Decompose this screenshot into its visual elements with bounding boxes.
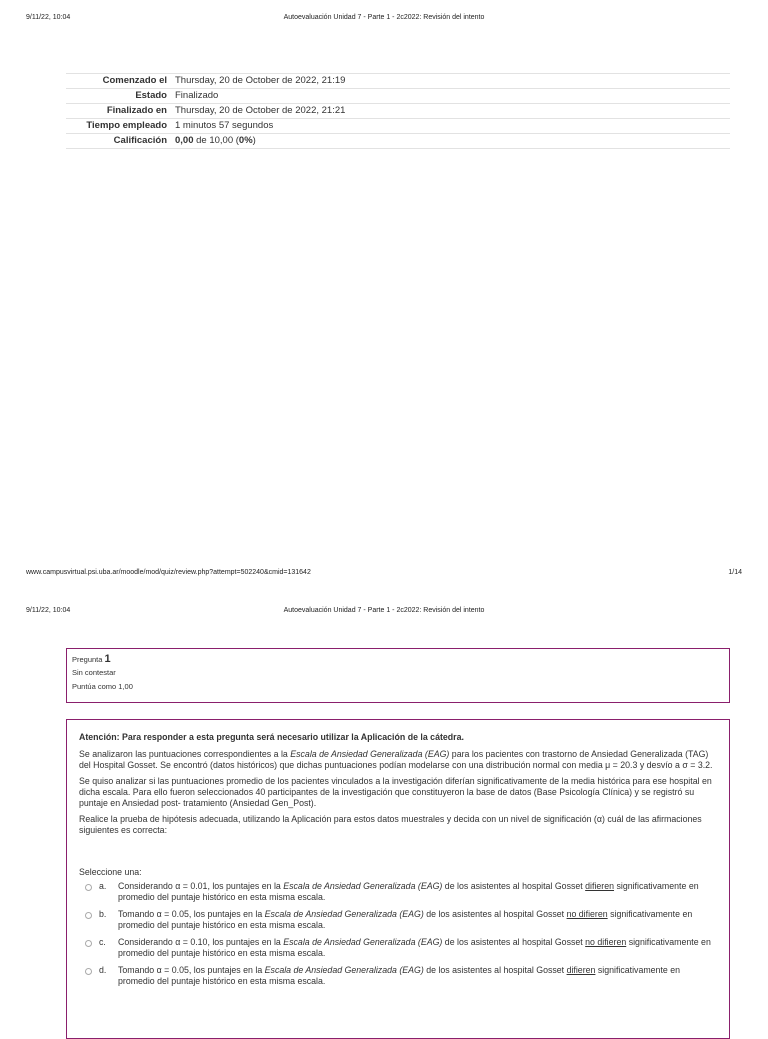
- answer-option-c[interactable]: [79, 937, 717, 959]
- question-number: [72, 653, 724, 666]
- text-run: para los pacientes con trastorno de Ansiedad Generalizada (TAG) del Hospital Gosset. Se encontró (datos históricos) que dichas puntuaciones podían modelarse con una distribución normal con media μ = 20.3 y desvío a σ = 3.2.: [79, 749, 713, 770]
- option-text: de los asistentes al hospital Gosset: [442, 881, 586, 891]
- radio-button[interactable]: [85, 884, 92, 891]
- question-info-box: [66, 648, 730, 703]
- option-text: Tomando α = 0.05, los puntajes en la: [118, 909, 265, 919]
- option-verb: difieren: [566, 965, 596, 975]
- option-letter: c.: [99, 937, 106, 947]
- option-text: Considerando α = 0.01, los puntajes en la: [118, 881, 284, 891]
- grade-score: 0,00: [175, 135, 194, 146]
- question-content-box: [66, 719, 730, 1039]
- option-verb: difieren: [585, 881, 615, 891]
- grade-value: [171, 134, 730, 149]
- text-run: Se analizaron las puntuaciones correspondientes a la: [79, 749, 291, 759]
- answer-option-b[interactable]: [79, 909, 717, 931]
- summary-row-started: [66, 74, 730, 89]
- print-title: Autoevaluación Unidad 7 - Parte 1 - 2c2022: Revisión del intento: [283, 14, 485, 21]
- option-text: Tomando α = 0.05, los puntajes en la: [118, 965, 265, 975]
- summary-value: 1 minutos 57 segundos: [171, 119, 730, 134]
- summary-row-time: [66, 119, 730, 134]
- attention-note: Atención: Para responder a esta pregunta será necesario utilizar la Aplicación de la cátedra.: [79, 732, 464, 742]
- question-state: Sin contestar: [72, 668, 116, 677]
- option-letter: b.: [99, 909, 107, 919]
- summary-value: Thursday, 20 de October de 2022, 21:19: [171, 74, 730, 89]
- option-text: significativamente en promedio del puntaje histórico en esta misma escala.: [118, 965, 681, 986]
- print-date: 9/11/22, 10:04: [26, 14, 71, 21]
- print-date: 9/11/22, 10:04: [26, 607, 71, 614]
- summary-value: Finalizado: [171, 89, 730, 104]
- answer-option-a[interactable]: [79, 881, 717, 903]
- radio-button[interactable]: [85, 968, 92, 975]
- answer-option-d[interactable]: [79, 965, 717, 987]
- option-text: Considerando α = 0.10, los puntajes en la: [118, 937, 284, 947]
- print-page-number: 1/14: [728, 569, 742, 576]
- question-paragraph-2: Se quiso analizar si las puntuaciones promedio de los pacientes vinculados a la investigación diferían significativamente de la media histórica para ese hospital en dicha escala. Para ello fueron seleccionados 40 participantes de la investigación que constituyeron la base de datos (Base Psicología Clínica) y se registró su puntaje en Ansiedad post- tratamiento (Ansiedad Gen_Post).: [79, 776, 712, 808]
- grade-of: de 10,00 (: [193, 135, 239, 146]
- grade-percent: 0%: [238, 135, 253, 146]
- question-label: Pregunta: [72, 655, 103, 664]
- question-number-value: 1: [104, 653, 111, 665]
- scale-name: Escala de Ansiedad Generalizada (EAG): [264, 965, 424, 975]
- scale-name: Escala de Ansiedad Generalizada (EAG): [283, 937, 443, 947]
- summary-label: Comenzado el: [66, 74, 171, 89]
- summary-label: Calificación: [66, 134, 171, 149]
- option-text: significativamente en promedio del puntaje histórico en esta misma escala.: [118, 909, 693, 930]
- option-text: de los asistentes al hospital Gosset: [423, 909, 567, 919]
- option-text: significativamente en promedio del puntaje histórico en esta misma escala.: [118, 937, 711, 958]
- question-points: Puntúa como 1,00: [72, 682, 133, 691]
- summary-value: Thursday, 20 de October de 2022, 21:21: [171, 104, 730, 119]
- print-title: Autoevaluación Unidad 7 - Parte 1 - 2c2022: Revisión del intento: [283, 607, 485, 614]
- attempt-summary-table: [66, 73, 730, 149]
- summary-row-finished: [66, 104, 730, 119]
- option-verb: no difieren: [566, 909, 608, 919]
- option-letter: d.: [99, 965, 107, 975]
- option-verb: no difieren: [585, 937, 627, 947]
- summary-label: Finalizado en: [66, 104, 171, 119]
- scale-name: Escala de Ansiedad Generalizada (EAG): [264, 909, 424, 919]
- radio-button[interactable]: [85, 912, 92, 919]
- radio-button[interactable]: [85, 940, 92, 947]
- option-text: significativamente en promedio del puntaje histórico en esta misma escala.: [118, 881, 699, 902]
- scale-name: Escala de Ansiedad Generalizada (EAG): [290, 749, 450, 759]
- summary-label: Estado: [66, 89, 171, 104]
- summary-row-state: [66, 89, 730, 104]
- option-text: de los asistentes al hospital Gosset: [442, 937, 586, 947]
- option-text: de los asistentes al hospital Gosset: [423, 965, 567, 975]
- question-paragraph-3: Realice la prueba de hipótesis adecuada, utilizando la Aplicación para estos datos muestrales y decida con un nivel de significación (α) cuál de las afirmaciones siguientes es correcta:: [79, 814, 702, 835]
- select-one-prompt: Seleccione una:: [79, 867, 142, 877]
- summary-label: Tiempo empleado: [66, 119, 171, 134]
- grade-close: ): [252, 135, 256, 146]
- scale-name: Escala de Ansiedad Generalizada (EAG): [283, 881, 443, 891]
- question-paragraph-1: [79, 749, 717, 771]
- option-letter: a.: [99, 881, 107, 891]
- summary-row-grade: [66, 134, 730, 149]
- print-url: www.campusvirtual.psi.uba.ar/moodle/mod/quiz/review.php?attempt=502240&cmid=131642: [26, 569, 311, 576]
